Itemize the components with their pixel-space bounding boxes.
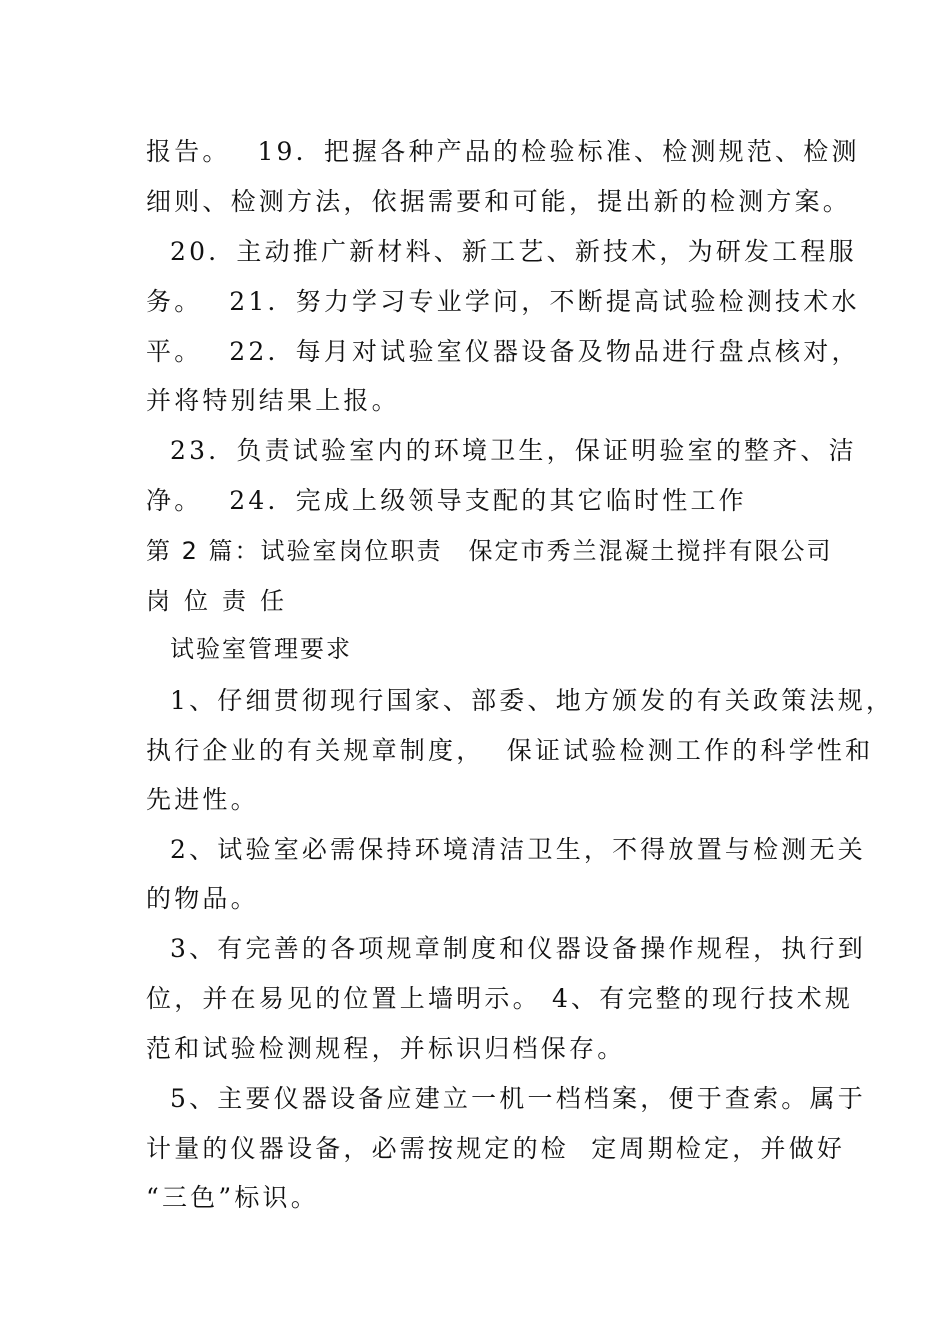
text-line: 务。 21．努力学习专业学问，不断提高试验检测技术水	[146, 287, 860, 316]
text-line: 2、试验室必需保持环境清洁卫生，不得放置与检测无关	[170, 835, 866, 864]
text-line: 23．负责试验室内的环境卫生，保证明验室的整齐、洁	[170, 436, 857, 465]
text-line: 执行企业的有关规章制度， 保证试验检测工作的科学性和	[146, 736, 874, 765]
text-line: 计量的仪器设备，必需按规定的检 定周期检定，并做好	[146, 1134, 846, 1163]
text-line: 的物品。	[146, 884, 259, 913]
text-line: 位，并在易见的位置上墙明示。 4、有完整的现行技术规	[146, 984, 854, 1013]
section-heading: 第 2 篇：试验室岗位职责 保定市秀兰混凝土搅拌有限公司	[146, 537, 833, 565]
section-title: 试验室管理要求	[170, 635, 352, 663]
text-line: 1、仔细贯彻现行国家、部委、地方颁发的有关政策法规，	[170, 686, 895, 715]
section-subheading: 岗位责任	[146, 587, 298, 615]
text-line: “三色”标识。	[146, 1183, 319, 1212]
text-line: 先进性。	[146, 785, 259, 814]
text-line: 3、有完善的各项规章制度和仪器设备操作规程，执行到	[170, 934, 866, 963]
text-line: 细则、检测方法，依据需要和可能，提出新的检测方案。	[146, 187, 852, 216]
text-line: 20．主动推广新材料、新工艺、新技术，为研发工程服	[170, 237, 857, 266]
text-line: 范和试验检测规程，并标识归档保存。	[146, 1034, 626, 1063]
text-line: 5、主要仪器设备应建立一机一档档案，便于查索。属于	[170, 1084, 866, 1113]
text-line: 净。 24．完成上级领导支配的其它临时性工作	[146, 486, 747, 515]
text-line: 平。 22．每月对试验室仪器设备及物品进行盘点核对，	[146, 337, 860, 366]
text-line: 报告。 19．把握各种产品的检验标准、检测规范、检测	[146, 137, 860, 166]
text-line: 并将特别结果上报。	[146, 386, 400, 415]
